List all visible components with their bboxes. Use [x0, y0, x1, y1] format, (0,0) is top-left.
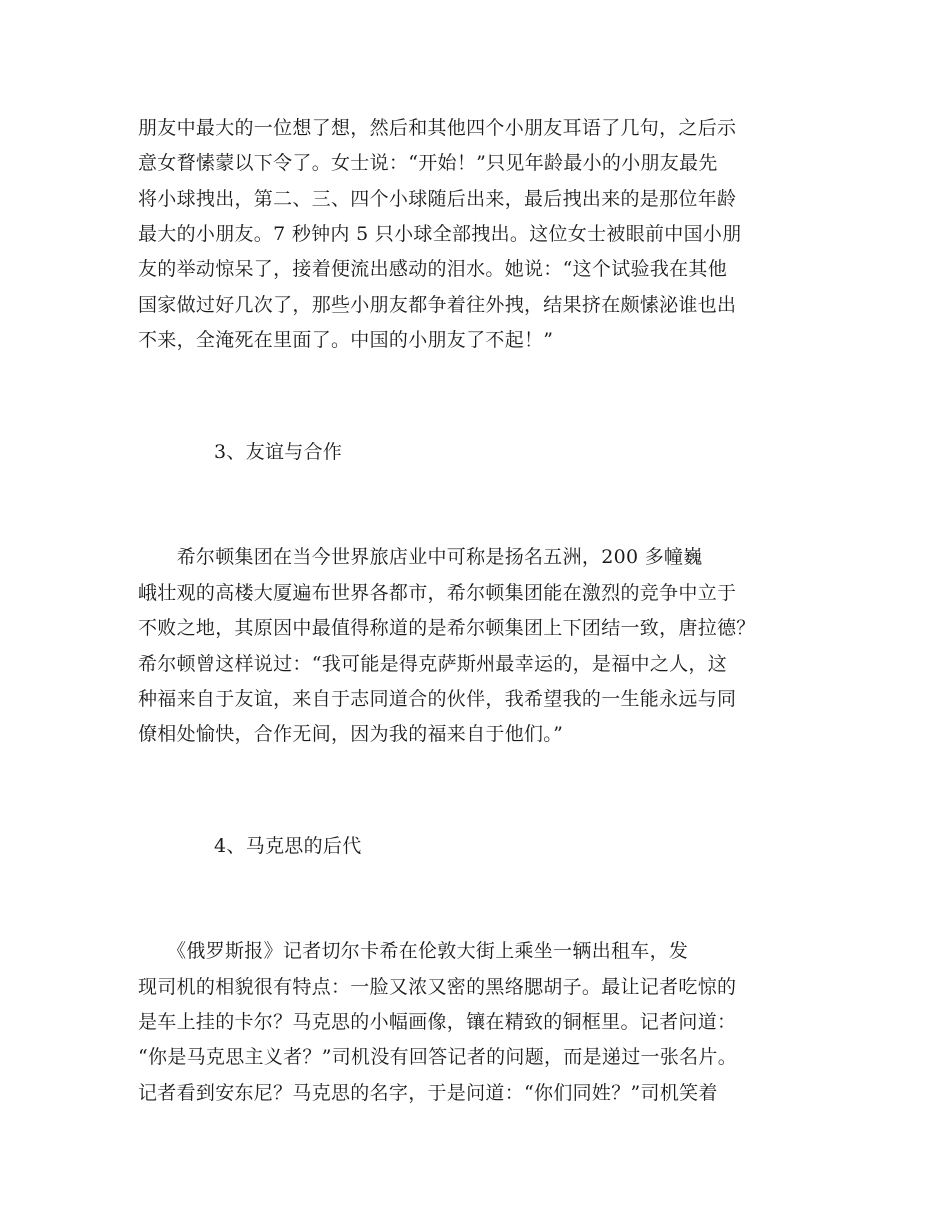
paragraph-line: 不来，全淹死在里面了。中国的小朋友了不起！”	[138, 329, 554, 351]
paragraph-line: 最大的小朋友。7 秒钟内 5 只小球全部拽出。这位女士被眼前中国小朋	[138, 223, 742, 245]
section-heading: 3、友谊与合作	[214, 441, 343, 463]
paragraph-line: 希尔顿曾这样说过：“我可能是得克萨斯州最幸运的，是福中之人，这	[138, 653, 728, 675]
paragraph-line: “你是马克思主义者？”司机没有回答记者的问题，而是递过一张名片。	[138, 1046, 738, 1068]
paragraph-line: 《俄罗斯报》记者切尔卡希在伦敦大街上乘坐一辆出租车，发	[138, 940, 689, 962]
paragraph-line: 将小球拽出，第二、三、四个小球随后出来，最后拽出来的是那位年龄	[138, 188, 737, 210]
paragraph-line: 不败之地，其原因中最值得称道的是希尔顿集团上下团结一致，唐拉德？	[138, 617, 756, 639]
paragraph-line: 朋友中最大的一位想了想，然后和其他四个小朋友耳语了几句，之后示	[138, 117, 737, 139]
paragraph-line: 国家做过好几次了，那些小朋友都争着往外拽，结果挤在颇愫泌谁也出	[138, 294, 737, 316]
paragraph-line: 希尔顿集团在当今世界旅店业中可称是扬名五洲，200 多幢巍	[138, 546, 703, 568]
paragraph-line: 种福来自于友谊，来自于志同道合的伙伴，我希望我的一生能永远与同	[138, 688, 737, 710]
paragraph-line: 友的举动惊呆了，接着便流出感动的泪水。她说：“这个试验我在其他	[138, 258, 728, 280]
paragraph-line: 是车上挂的卡尔？马克思的小幅画像，镶在精致的铜框里。记者问道：	[138, 1011, 737, 1033]
paragraph-line: 意女瞀愫蒙以下令了。女士说：“开始！”只见年龄最小的小朋友最先	[138, 152, 718, 174]
paragraph-line: 现司机的相貌很有特点：一脸又浓又密的黑络腮胡子。最让记者吃惊的	[138, 976, 737, 998]
paragraph-line: 峨壮观的高楼大厦遍布世界各都市，希尔顿集团能在激烈的竞争中立于	[138, 582, 737, 604]
paragraph-line: 僚相处愉快，合作无间，因为我的福来自于他们。”	[138, 723, 564, 745]
paragraph-line: 记者看到安东尼？马克思的名字，于是问道：“你们同姓？”司机笑着	[138, 1082, 718, 1104]
section-heading: 4、马克思的后代	[214, 835, 362, 857]
